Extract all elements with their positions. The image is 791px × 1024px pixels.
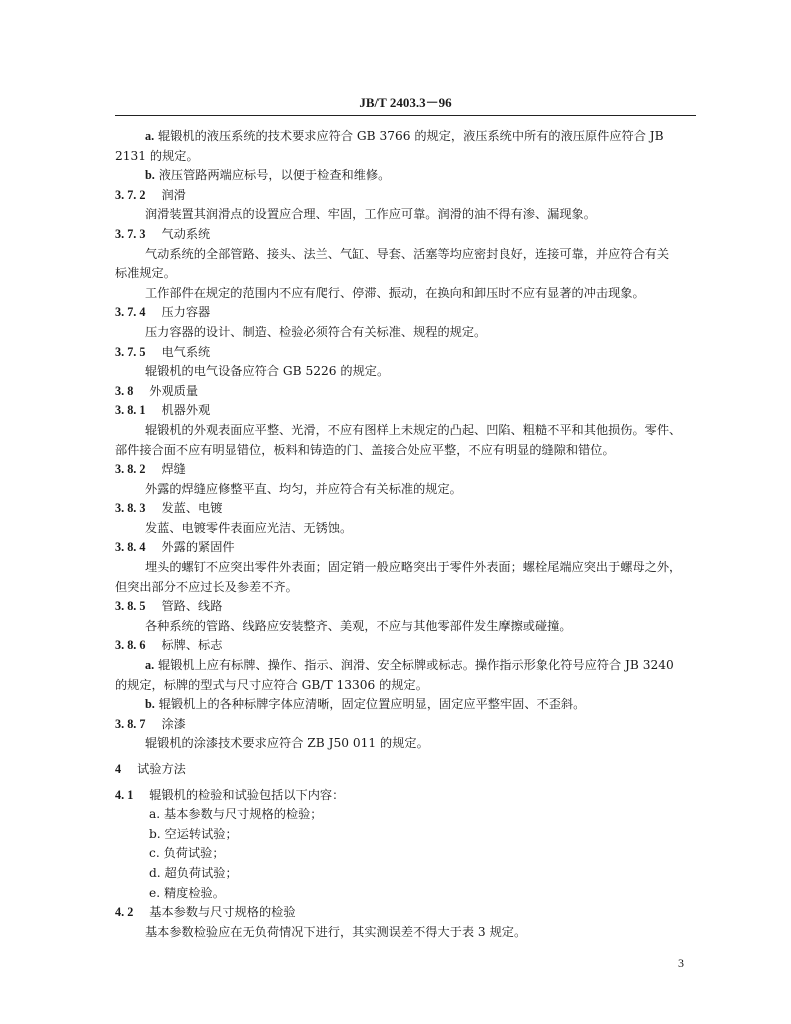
section-number: 3. 8. 1 [115,403,146,418]
paragraph-line: 2131 的规定。 [115,148,199,163]
section-title: 电气系统 [161,344,211,359]
section-title: 辊锻机的检验和试验包括以下内容： [149,787,345,802]
paragraph-line: 气动系统的全部管路、接头、法兰、气缸、导套、活塞等均应密封良好，连接可靠，并应符合有关 [145,246,670,261]
paragraph-text: 辊锻机上应有标牌、操作、指示、润滑、安全标牌或标志。操作指示形象化符号应符合 JB 3240 [158,658,674,673]
section-heading-3-8-7 [115,715,696,735]
section-title: 焊缝 [161,462,186,477]
section-heading-4 [115,760,696,780]
section-number: 3. 8. 3 [115,501,146,516]
paragraph-line: 外露的焊缝应修整平直、均匀，并应符合有关标准的规定。 [145,481,462,496]
paragraph-line: 工作部件在规定的范围内不应有爬行、停滞、振动，在换向和卸压时不应有显著的冲击现象。 [145,285,645,300]
paragraph-line [115,656,696,676]
section-number: 3. 8. 5 [115,599,146,614]
section-number: 4. 1 [115,787,134,802]
paragraph-line: 润滑装置其润滑点的设置应合理、牢固，工作应可靠。润滑的油不得有渗、漏现象。 [145,207,596,222]
list-label: b. [145,168,155,183]
paragraph-line [115,166,696,186]
paragraph-line: 发蓝、电镀零件表面应光洁、无锈蚀。 [145,520,353,535]
section-number: 4 [115,762,122,776]
section-title: 发蓝、电镀 [161,501,223,516]
section-heading-3-8-6 [115,636,696,656]
paragraph-line: 辊锻机的外观表面应平整、光滑，不应有图样上未规定的凸起、凹陷、粗糙不平和其他损伤。零件、 [145,422,682,437]
section-heading-3-7-2 [115,186,696,206]
section-number: 4. 2 [115,905,134,920]
section-title: 外露的紧固件 [161,540,235,555]
paragraph-line: 辊锻机的涂漆技术要求应符合 ZB J50 011 的规定。 [145,736,429,751]
list-label: a. [145,129,155,143]
section-heading-3-8-3 [115,499,696,519]
section-heading-3-7-3 [115,225,696,245]
paragraph-line: 的规定，标牌的型式与尺寸应符合 GB/T 13306 的规定。 [115,677,428,692]
paragraph-text: 辊锻机的液压系统的技术要求应符合 GB 3766 的规定，液压系统中所有的液压原件应符合 JB [158,129,664,143]
section-title: 气动系统 [161,226,211,241]
paragraph-line: 各种系统的管路、线路应安装整齐、美观，不应与其他零部件发生摩擦或碰撞。 [145,618,572,633]
section-heading-3-8-4 [115,538,696,558]
section-title: 基本参数与尺寸规格的检验 [149,905,296,920]
section-title: 试验方法 [137,762,186,776]
section-number: 3. 8. 6 [115,638,146,653]
header-divider [115,115,696,116]
section-number: 3. 8. 2 [115,462,146,477]
section-number: 3. 8. 7 [115,716,146,731]
list-label: b. [145,697,155,712]
section-number: 3. 8 [115,383,134,398]
paragraph-line: 基本参数检验应在无负荷情况下进行，其实测误差不得大于表 3 规定。 [145,924,527,939]
section-number: 3. 7. 5 [115,344,146,359]
section-number: 3. 7. 3 [115,226,146,241]
section-heading-3-8 [115,382,696,402]
list-item: d. 超负荷试验； [149,865,238,880]
paragraph-line: 辊锻机的电气设备应符合 GB 5226 的规定。 [145,364,390,379]
document-header: JB/T 2403.3－96 [359,95,452,110]
paragraph-line: 埋头的螺钉不应突出零件外表面；固定销一般应略突出于零件外表面；螺栓尾端应突出于螺母之外， [145,560,682,575]
section-title: 标牌、标志 [161,638,223,653]
list-item: b. 空运转试验； [149,826,238,841]
paragraph-line [115,127,696,147]
paragraph-line: 标准规定。 [115,266,176,281]
section-number: 3. 7. 4 [115,305,146,320]
list-item: e. 精度检验。 [149,885,225,900]
section-heading-3-7-4 [115,303,696,323]
list-item: a. 基本参数与尺寸规格的检验； [149,807,323,822]
paragraph-line: 但突出部分不应过长及参差不齐。 [115,579,298,594]
paragraph-line: 部件接合面不应有明显错位，板料和铸造的门、盖接合处应平整，不应有明显的缝隙和错位。 [115,442,615,457]
paragraph-text: 辊锻机上的各种标牌字体应清晰，固定位置应明显，固定应平整牢固、不歪斜。 [158,697,586,712]
page-number: 3 [678,956,684,970]
section-number: 3. 8. 4 [115,540,146,555]
section-heading-4-1 [115,786,696,806]
section-title: 外观质量 [149,383,199,398]
document-body [115,127,696,942]
section-number: 3. 7. 2 [115,187,146,202]
list-item: c. 负荷试验； [149,846,225,861]
section-heading-3-7-5 [115,343,696,363]
section-title: 机器外观 [161,403,211,418]
section-title: 管路、线路 [161,599,223,614]
paragraph-line: 压力容器的设计、制造、检验必须符合有关标准、规程的规定。 [145,324,487,339]
paragraph-line [115,695,696,715]
section-heading-3-8-2 [115,460,696,480]
section-heading-4-2 [115,903,696,923]
section-heading-3-8-1 [115,401,696,421]
paragraph-text: 液压管路两端应标号，以便于检查和维修。 [158,168,391,183]
section-title: 压力容器 [161,305,211,320]
section-title: 涂漆 [161,716,186,731]
section-heading-3-8-5 [115,597,696,617]
section-title: 润滑 [161,187,186,202]
list-label: a. [145,658,155,673]
